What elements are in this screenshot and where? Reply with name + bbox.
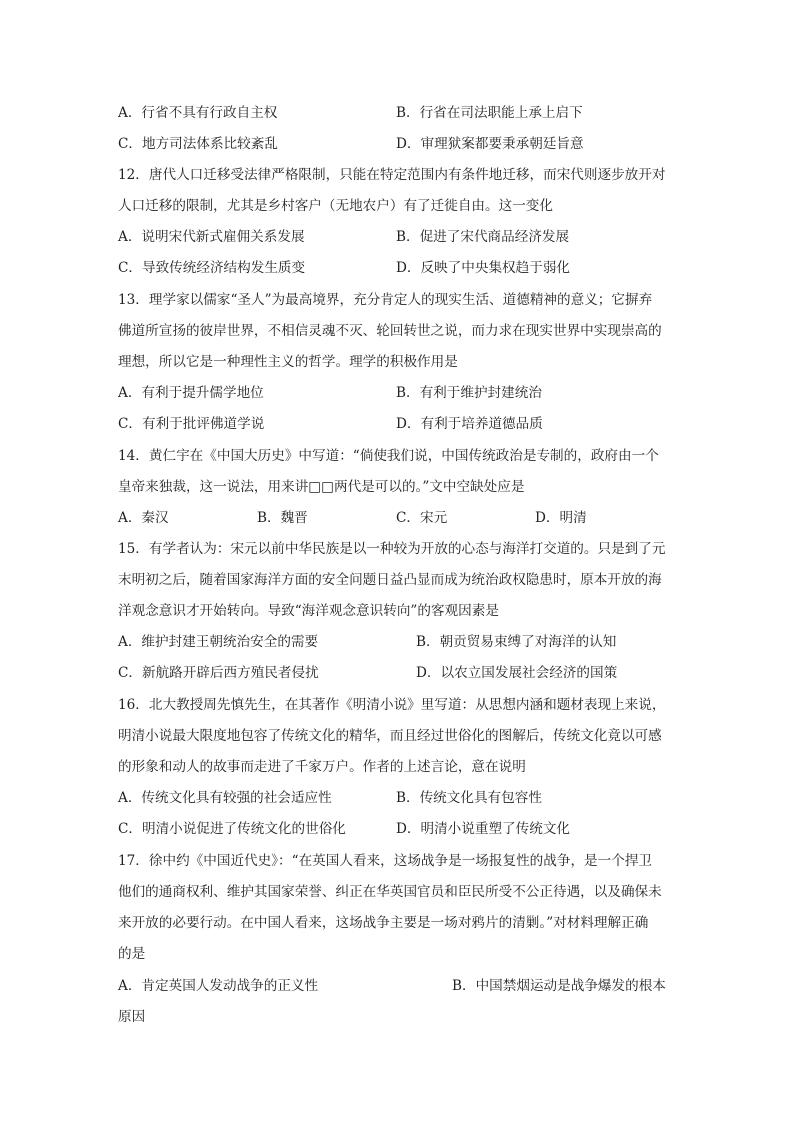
q15-stem-line-2: 末明初之后，随着国家海洋方面的安全问题日益凸显而成为统治政权隐患时，原本开放的海 [118, 572, 662, 588]
q11-option-c: C．地方司法体系比较紊乱 [118, 136, 278, 152]
q15-option-a: A．维护封建王朝统治安全的需要 [118, 634, 319, 650]
q17-option-a: A．肯定英国人发动战争的正义性 [118, 978, 319, 994]
q15-stem-line-3: 洋观念意识才开始转向。导致“海洋观念意识转向”的客观因素是 [118, 603, 499, 619]
q16-option-c: C．明清小说促进了传统文化的世俗化 [118, 821, 346, 837]
q17-option-b-continued: 原因 [118, 1009, 146, 1025]
q16-stem-line-3: 的形象和动人的故事而走进了千家万户。作者的上述言论，意在说明 [118, 759, 526, 775]
q15-option-d: D．以农立国发展社会经济的国策 [416, 665, 618, 681]
q13-option-b: B．有利于维护封建统治 [396, 385, 542, 401]
q17-stem-line-1: 17．徐中约《中国近代史》：“在英国人看来，这场战争是一场报复性的战争，是一个捍卫 [118, 853, 653, 869]
q17-stem-line-4: 的是 [118, 946, 146, 962]
q14-option-a: A．秦汉 [118, 510, 169, 526]
q17-stem-line-2: 他们的通商权利、维护其国家荣誉、纠正在华英国官员和臣民所受不公正待遇，以及确保未 [118, 884, 662, 900]
q13-option-a: A．有利于提升儒学地位 [118, 385, 264, 401]
q13-option-d: D．有利于培养道德品质 [396, 416, 543, 432]
q11-option-a: A．行省不具有行政自主权 [118, 105, 278, 121]
q13-stem-line-2: 佛道所宣扬的彼岸世界，不相信灵魂不灭、轮回转世之说，而力求在现实世界中实现崇高的 [118, 323, 662, 339]
q13-option-c: C．有利于批评佛道学说 [118, 416, 265, 432]
q16-option-d: D．明清小说重塑了传统文化 [396, 821, 571, 837]
q11-option-b: B．行省在司法职能上承上启下 [396, 105, 583, 121]
q14-stem-line-2: 皇帝来独裁，这一说法，用来讲□□两代是可以的。”文中空缺处应是 [118, 479, 525, 495]
q12-option-d: D．反映了中央集权趋于弱化 [396, 260, 571, 276]
q16-option-a: A．传统文化具有较强的社会适应性 [118, 790, 332, 806]
q16-stem-line-1: 16．北大教授周先慎先生，在其著作《明清小说》里写道：从思想内涵和题材表现上来说， [118, 697, 666, 713]
q12-stem-line-2: 人口迁移的限制，尤其是乡村客户（无地农户）有了迁徙自由。这一变化 [118, 198, 553, 214]
q14-option-d: D．明清 [535, 510, 587, 526]
q15-option-c: C．新航路开辟后西方殖民者侵扰 [118, 665, 319, 681]
q17-option-b: B．中国禁烟运动是战争爆发的根本 [452, 978, 666, 994]
q12-option-a: A．说明宋代新式雇佣关系发展 [118, 229, 305, 245]
q13-stem-line-1: 13．理学家以儒家“圣人”为最高境界，充分肯定人的现实生活、道德精神的意义；它摒弃 [118, 292, 653, 308]
q14-stem-line-1: 14．黄仁宇在《中国大历史》中写道：“倘使我们说，中国传统政治是专制的，政府由一个 [118, 448, 659, 464]
q14-option-c: C．宋元 [396, 510, 448, 526]
q14-option-b: B．魏晋 [257, 510, 308, 526]
q12-stem-line-1: 12．唐代人口迁移受法律严格限制，只能在特定范围内有条件地迁移，而宋代则逐步放开对 [118, 167, 666, 183]
q16-stem-line-2: 明清小说最大限度地包容了传统文化的精华，而且经过世俗化的图解后，传统文化竟以可感 [118, 728, 662, 744]
q15-option-b: B．朝贡贸易束缚了对海洋的认知 [416, 634, 617, 650]
q16-option-b: B．传统文化具有包容性 [396, 790, 542, 806]
q17-stem-line-3: 来开放的必要行动。在中国人看来，这场战争主要是一场对鸦片的清剿。”对材料理解正确 [118, 915, 649, 931]
q13-stem-line-3: 理想，所以它是一种理性主义的哲学。理学的积极作用是 [118, 354, 458, 370]
q12-option-b: B．促进了宋代商品经济发展 [396, 229, 570, 245]
q11-option-d: D．审理狱案都要秉承朝廷旨意 [396, 136, 584, 152]
q12-option-c: C．导致传统经济结构发生质变 [118, 260, 306, 276]
q15-stem-line-1: 15．有学者认为：宋元以前中华民族是以一种较为开放的心态与海洋打交道的。只是到了元 [118, 541, 666, 557]
